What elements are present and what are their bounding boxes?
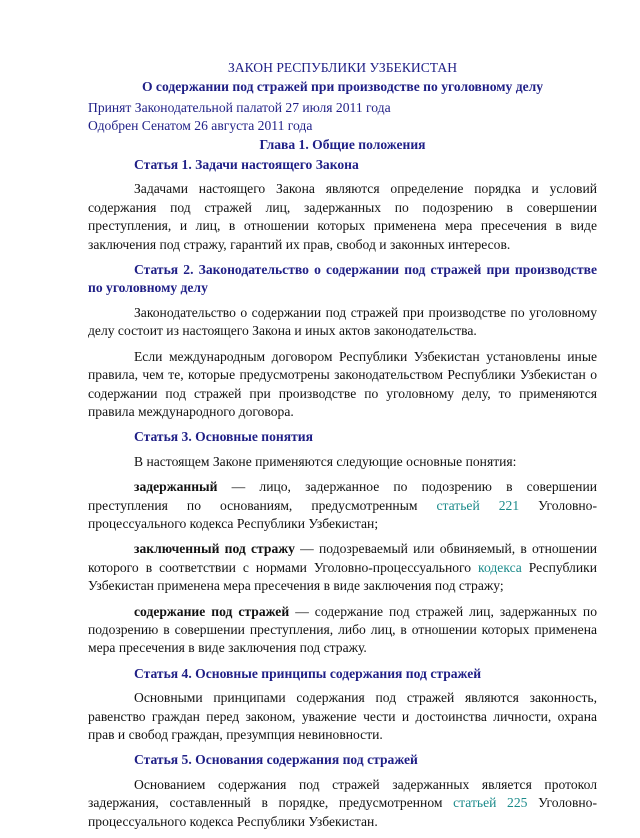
article-1-title: Статья 1. Задачи настоящего Закона xyxy=(134,157,359,173)
definition-text: Республики Узбекистан применена мера пресечения в виде заключения под стражу; xyxy=(88,559,597,594)
term: заключенный под стражу xyxy=(134,541,295,557)
law-subtitle: О содержании под стражей при производстве по уголовному делу xyxy=(141,79,544,95)
paragraph-text: Основанием содержания под стражей задержанных является протокол задержания, составленный в порядке, предусмотренном xyxy=(88,776,597,811)
article-3-intro: В настоящем Законе применяются следующие основные понятия: xyxy=(134,453,517,469)
article-1-paragraph: Задачами настоящего Закона являются определение порядка и условий содержания под стражей лиц, задержанных по подозрению в совершении преступления, и лиц, в отношении которых применена мера пресечения в виде заключения под стражу, гарантий их прав, свобод и законных интересов. xyxy=(88,181,597,252)
article-3-title: Статья 3. Основные понятия xyxy=(134,429,313,445)
definition-text: — лицо, задержанное по подозрению в совершении преступления по основаниям, предусмотренным xyxy=(88,479,597,513)
code-link[interactable]: кодекса xyxy=(478,559,522,575)
term: содержание под стражей xyxy=(134,603,290,619)
definition-detained xyxy=(88,478,597,533)
term: задержанный xyxy=(134,479,218,495)
definition-text: Уголовно-процессуального кодекса Республики Узбекистан; xyxy=(88,497,598,531)
definition-custody xyxy=(88,603,597,658)
article-5-title: Статья 5. Основания содержания под стражей xyxy=(134,752,418,768)
law-title: ЗАКОН РЕСПУБЛИКИ УЗБЕКИСТАН xyxy=(227,60,458,75)
paragraph-text: Уголовно-процессуального кодекса Республики Узбекистан. xyxy=(88,795,597,829)
article-225-link[interactable]: статьей 225 xyxy=(453,795,528,811)
article-2-title: Статья 2. Законодательство о содержании под стражей при производстве по уголовному делу xyxy=(88,262,597,296)
law-document xyxy=(88,59,597,838)
article-221-link[interactable]: статьей 221 xyxy=(436,497,520,513)
article-2-paragraph-1: Законодательство о содержании под стражей при производстве по уголовному делу состоит из настоящего Закона и иных актов законодательства. xyxy=(88,304,597,339)
article-5-paragraph xyxy=(88,776,597,831)
definition-in-custody xyxy=(88,540,597,595)
article-4-paragraph: Основными принципами содержания под стражей являются законность, равенство граждан перед законом, уважение чести и достоинства личности, охрана прав и свобод граждан, презумпция невиновности. xyxy=(88,690,597,742)
article-4-title: Статья 4. Основные принципы содержания под стражей xyxy=(134,665,482,681)
article-2-paragraph-2: Если международным договором Республики Узбекистан установлены иные правила, чем те, которые предусмотрены законодательством Республики Узбекистан о содержании под стражей при производстве по уголовному делу, то применяются правила международного договора. xyxy=(88,348,597,419)
chapter-heading: Глава 1. Общие положения xyxy=(259,136,426,152)
definition-text: — содержание под стражей лиц, задержанных по подозрению в совершении преступления, либо лиц, в отношении которых применена мера пресечения в виде заключения под стражу. xyxy=(88,603,598,656)
adopted-date: Принят Законодательной палатой 27 июля 2011 года xyxy=(88,99,391,115)
definition-text: — подозреваемый или обвиняемый, в отношении которого в соответствии с нормами Уголовно-процессуального xyxy=(88,541,597,575)
approved-date: Одобрен Сенатом 26 августа 2011 года xyxy=(88,118,313,134)
